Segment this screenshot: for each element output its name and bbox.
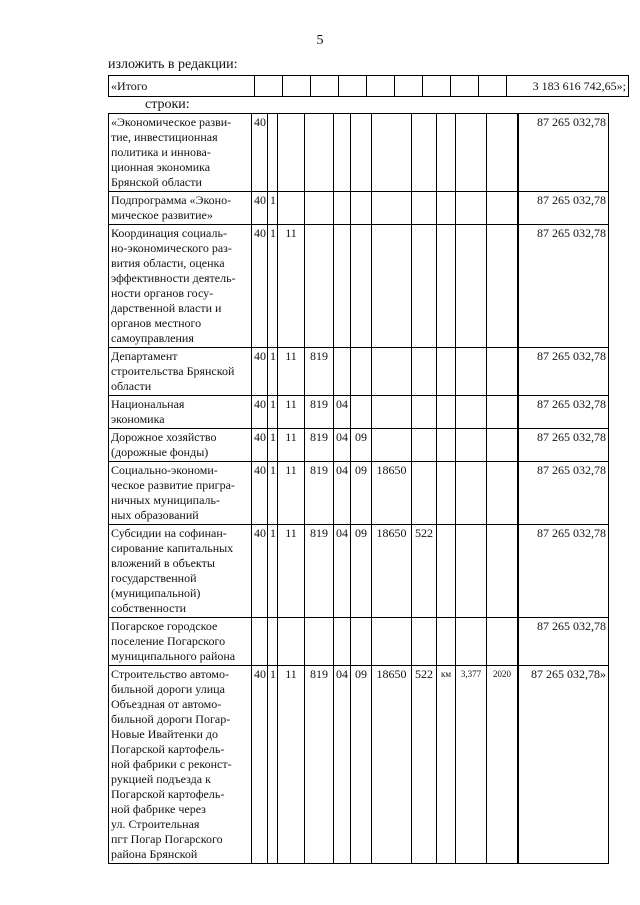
- table-row: [109, 192, 609, 225]
- row-code-cell: 40: [252, 114, 268, 192]
- row-code-cell: 40: [252, 348, 268, 396]
- budget-table: [108, 113, 609, 864]
- row-name: Координация социаль- но-экономического раз- вития области, оценка эффективности деятель- ности органов госу- дарственной власти и органов местного самоуправления: [109, 225, 252, 348]
- total-table: [108, 75, 629, 97]
- row-sum: 87 265 032,78: [519, 114, 609, 192]
- row-code-cell: [305, 114, 334, 192]
- row-code-cell: 40: [252, 666, 268, 864]
- row-code-cell: 1: [268, 525, 278, 618]
- row-code-cell: 04: [334, 525, 351, 618]
- row-code-cell: 04: [334, 396, 351, 429]
- row-code-cell: [412, 396, 437, 429]
- row-sum: 87 265 032,78: [519, 462, 609, 525]
- row-code-cell: 819: [305, 666, 334, 864]
- row-code-cell: 11: [278, 525, 305, 618]
- row-code-cell: 819: [305, 429, 334, 462]
- row-code-cell: [487, 429, 518, 462]
- row-code-cell: [412, 462, 437, 525]
- row-code-cell: 40: [252, 429, 268, 462]
- row-code-cell: 18650: [372, 462, 412, 525]
- row-code-cell: 40: [252, 525, 268, 618]
- row-code-cell: [351, 348, 372, 396]
- row-code-cell: 1: [268, 225, 278, 348]
- row-code-cell: 09: [351, 462, 372, 525]
- row-code-cell: [334, 225, 351, 348]
- row-code-cell: [334, 348, 351, 396]
- row-code-cell: [487, 396, 518, 429]
- row-code-cell: 522: [412, 666, 437, 864]
- row-code-cell: 1: [268, 666, 278, 864]
- row-code-cell: [437, 396, 456, 429]
- row-code-cell: 1: [268, 429, 278, 462]
- row-code-cell: км: [437, 666, 456, 864]
- row-code-cell: 1: [268, 348, 278, 396]
- row-code-cell: [437, 192, 456, 225]
- row-code-cell: 09: [351, 525, 372, 618]
- row-code-cell: [487, 525, 518, 618]
- row-code-cell: [268, 114, 278, 192]
- row-code-cell: [351, 114, 372, 192]
- row-code-cell: 819: [305, 525, 334, 618]
- row-sum: 87 265 032,78: [519, 192, 609, 225]
- row-code-cell: [412, 618, 437, 666]
- row-code-cell: [372, 348, 412, 396]
- row-code-cell: [456, 348, 487, 396]
- row-code-cell: [351, 618, 372, 666]
- row-name: Департамент строительства Брянской области: [109, 348, 252, 396]
- row-code-cell: 11: [278, 225, 305, 348]
- row-code-cell: [456, 429, 487, 462]
- row-sum: 87 265 032,78»: [519, 666, 609, 864]
- row-sum: 87 265 032,78: [519, 618, 609, 666]
- row-sum: 87 265 032,78: [519, 225, 609, 348]
- row-code-cell: [305, 618, 334, 666]
- row-code-cell: [252, 618, 268, 666]
- row-code-cell: [305, 225, 334, 348]
- row-name: Погарское городское поселение Погарского муниципального района: [109, 618, 252, 666]
- row-code-cell: [456, 225, 487, 348]
- row-code-cell: [268, 618, 278, 666]
- row-code-cell: [437, 348, 456, 396]
- row-code-cell: [456, 396, 487, 429]
- row-code-cell: 819: [305, 348, 334, 396]
- row-code-cell: [334, 618, 351, 666]
- total-row: [109, 76, 629, 97]
- row-code-cell: 1: [268, 462, 278, 525]
- row-code-cell: [487, 348, 518, 396]
- row-code-cell: [351, 192, 372, 225]
- row-code-cell: [372, 225, 412, 348]
- row-code-cell: 3,377: [456, 666, 487, 864]
- table-row: [109, 225, 609, 348]
- table-row: [109, 618, 609, 666]
- row-sum: 87 265 032,78: [519, 525, 609, 618]
- row-code-cell: 40: [252, 462, 268, 525]
- row-code-cell: 18650: [372, 666, 412, 864]
- row-code-cell: 11: [278, 348, 305, 396]
- row-code-cell: [456, 462, 487, 525]
- row-sum: 87 265 032,78: [519, 348, 609, 396]
- row-name: Национальная экономика: [109, 396, 252, 429]
- table-row: [109, 429, 609, 462]
- row-code-cell: [372, 618, 412, 666]
- row-code-cell: [351, 225, 372, 348]
- row-code-cell: [412, 348, 437, 396]
- row-code-cell: [372, 396, 412, 429]
- row-name: Строительство автомо- бильной дороги улица Объездная от автомо- бильной дороги Погар- Новые Ивайтенки до Погарской картофель- ной фабрики с реконст- рукцией подъезда к Погарской картофель- ной фабрике через ул. Строительная пгт Погар Погарского района Брянской: [109, 666, 252, 864]
- total-label: «Итого: [109, 76, 255, 97]
- row-code-cell: 819: [305, 396, 334, 429]
- table-row: [109, 114, 609, 192]
- row-code-cell: 1: [268, 396, 278, 429]
- row-code-cell: 2020: [487, 666, 518, 864]
- table-row: [109, 396, 609, 429]
- row-code-cell: [437, 429, 456, 462]
- row-code-cell: 1: [268, 192, 278, 225]
- row-code-cell: [278, 192, 305, 225]
- row-code-cell: [334, 114, 351, 192]
- row-code-cell: 40: [252, 192, 268, 225]
- row-code-cell: 18650: [372, 525, 412, 618]
- row-code-cell: 04: [334, 429, 351, 462]
- row-code-cell: [278, 114, 305, 192]
- table-row: [109, 525, 609, 618]
- row-code-cell: [412, 429, 437, 462]
- row-code-cell: [487, 618, 518, 666]
- row-code-cell: [487, 192, 518, 225]
- row-code-cell: [437, 114, 456, 192]
- rows-label: строки:: [145, 97, 190, 112]
- row-code-cell: [351, 396, 372, 429]
- row-code-cell: [372, 114, 412, 192]
- row-code-cell: 11: [278, 396, 305, 429]
- table-row: [109, 348, 609, 396]
- row-code-cell: [412, 114, 437, 192]
- row-code-cell: [456, 525, 487, 618]
- row-code-cell: [437, 525, 456, 618]
- row-sum: 87 265 032,78: [519, 396, 609, 429]
- row-name: Дорожное хозяйство (дорожные фонды): [109, 429, 252, 462]
- row-code-cell: [456, 618, 487, 666]
- row-code-cell: [437, 462, 456, 525]
- row-code-cell: 11: [278, 429, 305, 462]
- row-name: Субсидии на софинан- сирование капитальных вложений в объекты государственной (муниципальной) собственности: [109, 525, 252, 618]
- row-code-cell: [372, 429, 412, 462]
- row-code-cell: [305, 192, 334, 225]
- row-code-cell: 40: [252, 396, 268, 429]
- intro-text: изложить в редакции:: [108, 57, 238, 72]
- row-code-cell: [487, 462, 518, 525]
- row-name: Социально-экономи- ческое развитие пригра- ничных муниципаль- ных образований: [109, 462, 252, 525]
- row-name: «Экономическое разви- тие, инвестиционная политика и иннова- ционная экономика Брянской области: [109, 114, 252, 192]
- row-code-cell: [412, 192, 437, 225]
- row-name: Подпрограмма «Эконо- мическое развитие»: [109, 192, 252, 225]
- total-value: 3 183 616 742,65»;: [507, 76, 629, 97]
- row-code-cell: 04: [334, 462, 351, 525]
- row-code-cell: [487, 225, 518, 348]
- row-code-cell: [334, 192, 351, 225]
- row-code-cell: [372, 192, 412, 225]
- page-number: 5: [316, 33, 324, 48]
- row-code-cell: [487, 114, 518, 192]
- row-code-cell: 40: [252, 225, 268, 348]
- row-code-cell: 09: [351, 429, 372, 462]
- row-code-cell: 11: [278, 666, 305, 864]
- table-row: [109, 462, 609, 525]
- row-code-cell: 09: [351, 666, 372, 864]
- row-sum: 87 265 032,78: [519, 429, 609, 462]
- row-code-cell: [437, 618, 456, 666]
- row-code-cell: [278, 618, 305, 666]
- row-code-cell: 04: [334, 666, 351, 864]
- row-code-cell: [456, 192, 487, 225]
- row-code-cell: [437, 225, 456, 348]
- row-code-cell: [412, 225, 437, 348]
- row-code-cell: 522: [412, 525, 437, 618]
- row-code-cell: [456, 114, 487, 192]
- table-row: [109, 666, 609, 864]
- row-code-cell: 819: [305, 462, 334, 525]
- row-code-cell: 11: [278, 462, 305, 525]
